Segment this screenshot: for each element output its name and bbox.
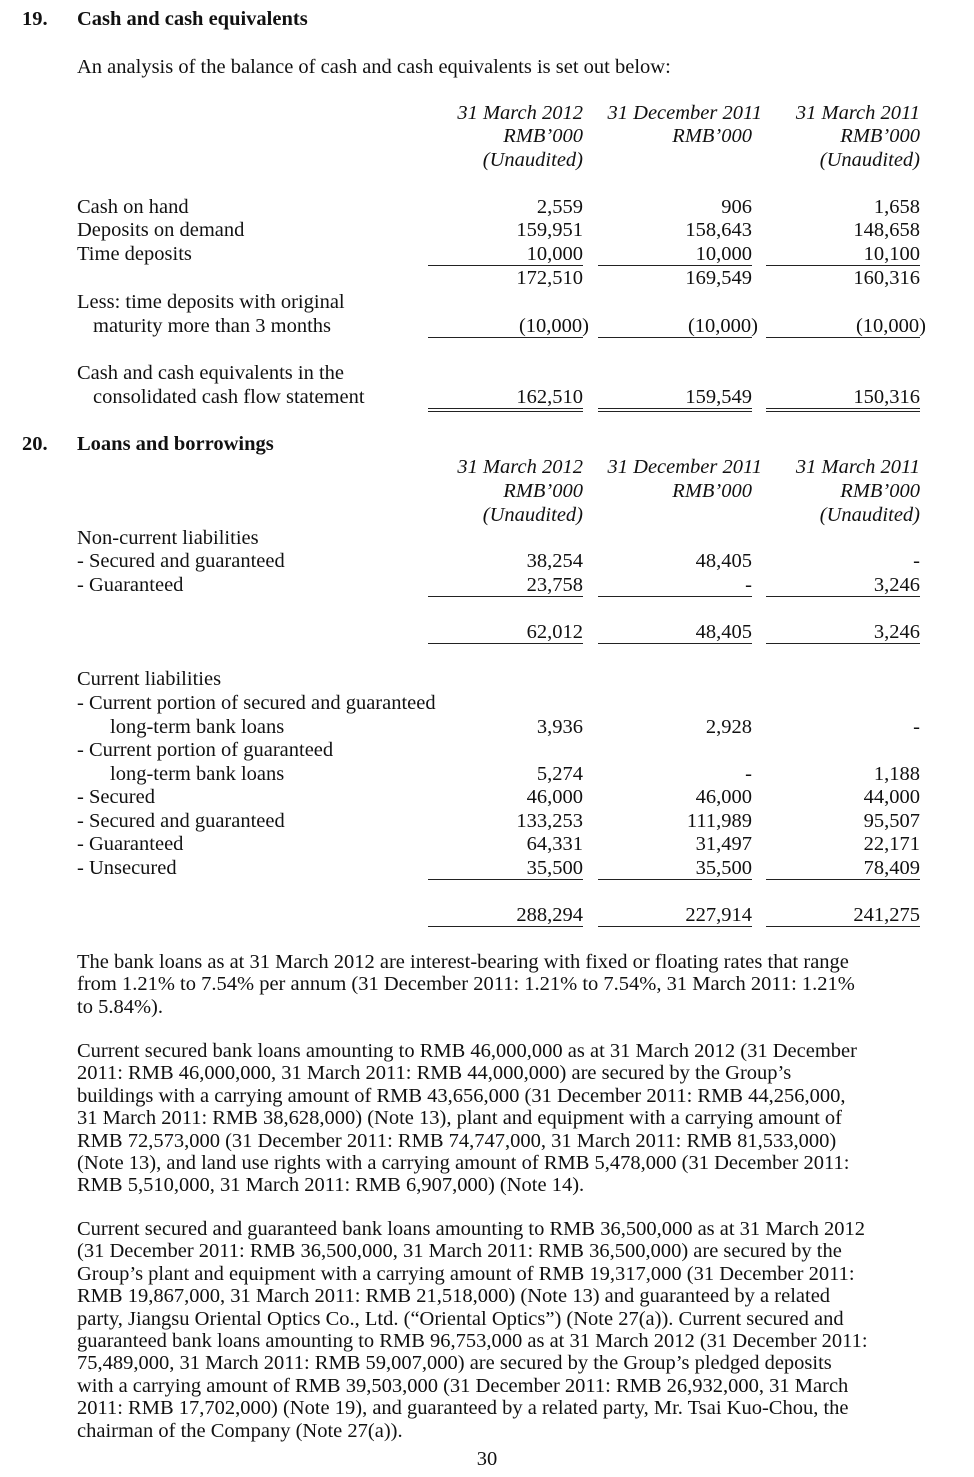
rule — [766, 337, 920, 338]
cell: 10,000 — [695, 243, 752, 265]
subtotal-cell: 172,510 — [516, 267, 583, 289]
cell: 3,246 — [873, 574, 920, 596]
cell: (10,000) — [518, 315, 589, 337]
cell: - — [745, 763, 752, 785]
rule — [598, 643, 752, 644]
cell: 5,274 — [536, 763, 583, 785]
col3-unit: RMB’000 — [840, 480, 920, 502]
total-cell: 62,012 — [526, 621, 583, 643]
col1-date: 31 March 2012 — [457, 456, 583, 478]
cell: 3,936 — [536, 716, 583, 738]
subtotal-cell: 169,549 — [685, 267, 752, 289]
row-label: - Secured and guaranteed — [77, 550, 285, 572]
row-label: - Guaranteed — [77, 574, 184, 596]
cell: 46,000 — [695, 786, 752, 808]
cell: 95,507 — [863, 810, 920, 832]
cell: 38,254 — [526, 550, 583, 572]
rule — [428, 643, 583, 644]
row-label: Less: time deposits with original — [77, 291, 345, 313]
section-19-number: 19. — [22, 8, 48, 30]
row-label: Deposits on demand — [77, 219, 245, 241]
row-label: Time deposits — [77, 243, 192, 265]
rule — [598, 337, 752, 338]
row-label: - Unsecured — [77, 857, 177, 879]
rule — [766, 643, 920, 644]
cell: (10,000) — [687, 315, 758, 337]
cell: 111,989 — [686, 810, 752, 832]
cell: 148,658 — [853, 219, 920, 241]
col2-unit: RMB’000 — [672, 125, 752, 147]
total-cell: 241,275 — [853, 904, 920, 926]
col3-date: 31 March 2011 — [795, 456, 920, 478]
col3-note: (Unaudited) — [819, 149, 920, 171]
col2-date: 31 December 2011 — [607, 102, 762, 124]
row-label: - Secured and guaranteed — [77, 810, 285, 832]
cell: 64,331 — [526, 833, 583, 855]
col1-unit: RMB’000 — [503, 480, 583, 502]
page-number: 30 — [476, 1448, 498, 1470]
cell: - — [913, 550, 920, 572]
total-cell: 227,914 — [685, 904, 752, 926]
cell: 1,188 — [873, 763, 920, 785]
cell: - — [913, 716, 920, 738]
col1-note: (Unaudited) — [482, 149, 583, 171]
section-19-title: Cash and cash equivalents — [77, 8, 308, 30]
col2-unit: RMB’000 — [672, 480, 752, 502]
row-label: - Current portion of secured and guaranteed — [77, 692, 436, 714]
rule — [598, 408, 752, 409]
rule — [598, 879, 752, 880]
rule — [428, 926, 583, 927]
rule — [598, 265, 752, 266]
section-20-title: Loans and borrowings — [77, 433, 274, 455]
rule — [428, 596, 583, 597]
rule — [428, 265, 583, 266]
total-cell: 288,294 — [516, 904, 583, 926]
col2-date: 31 December 2011 — [607, 456, 762, 478]
section-20-number: 20. — [22, 433, 48, 455]
row-label: - Secured — [77, 786, 155, 808]
subtotal-cell: 160,316 — [853, 267, 920, 289]
total-cell: 3,246 — [873, 621, 920, 643]
cell: 44,000 — [863, 786, 920, 808]
rule — [428, 408, 583, 409]
paragraph-secured-loans: Current secured bank loans amounting to RMB 46,000,000 as at 31 March 2012 (31 December 2011: RMB 46,000,000, 31 March 2011: RMB 44,000,000) are secured by the Group’s buildings with a carrying amount of RMB 43,656,000 (31 December 2011: RMB 44,256,000, 31 March 2011: RMB 38,628,000) (Note 13), plant and equipment with a carrying amount of RMB 72,573,000 (31 December 2011: RMB 74,747,000, 31 March 2011: RMB 81,533,000) (Note 13), and land use rights with a carrying amount of RMB 5,478,000 (31 December 2011: RMB 5,510,000, 31 March 2011: RMB 6,907,000) (Note 14). — [77, 1040, 857, 1197]
cell: 133,253 — [516, 810, 583, 832]
cell: 158,643 — [685, 219, 752, 241]
cell: 23,758 — [526, 574, 583, 596]
double-rule — [598, 411, 752, 412]
cell: 906 — [721, 196, 752, 218]
rule — [766, 596, 920, 597]
row-label-cont: long-term bank loans — [110, 763, 285, 785]
rule — [766, 879, 920, 880]
total-cell: 48,405 — [695, 621, 752, 643]
col1-note: (Unaudited) — [482, 504, 583, 526]
col3-note: (Unaudited) — [819, 504, 920, 526]
total-cell: 159,549 — [685, 386, 752, 408]
cell: 2,559 — [536, 196, 583, 218]
row-label-cont: long-term bank loans — [110, 716, 285, 738]
col1-unit: RMB’000 — [503, 125, 583, 147]
double-rule — [766, 411, 920, 412]
col3-unit: RMB’000 — [840, 125, 920, 147]
paragraph-guaranteed-loans: Current secured and guaranteed bank loans amounting to RMB 36,500,000 as at 31 March 2012 (31 December 2011: RMB 36,500,000, 31 March 2011: RMB 36,500,000) are secured by the Group’s plant and equipment with a carrying amount of RMB 19,317,000 (31 December 2011: RMB 19,867,000, 31 March 2011: RMB 21,518,000) (Note 13) and guaranteed by a related party, Jiangsu Oriental Optics Co., Ltd. (“Oriental Optics”) (Note 27(a)). Current secured and guaranteed bank loans amounting to RMB 96,753,000 as at 31 March 2012 (31 December 2011: 75,489,000, 31 March 2011: RMB 59,007,000) are secured by the Group’s pledged deposits with a carrying amount of RMB 39,503,000 (31 December 2011: RMB 26,932,000, 31 March 2011: RMB 17,702,000) (Note 19), and guaranteed by a related party, Mr. Tsai Kuo-Chou, the chairman of the Company (Note 27(a)). — [77, 1218, 868, 1442]
rule — [598, 596, 752, 597]
rule — [766, 926, 920, 927]
cell: 46,000 — [526, 786, 583, 808]
cell: - — [745, 574, 752, 596]
cell: 2,928 — [705, 716, 752, 738]
total-cell: 150,316 — [853, 386, 920, 408]
rule — [428, 879, 583, 880]
cell: 159,951 — [516, 219, 583, 241]
cell: 10,000 — [526, 243, 583, 265]
cell: 48,405 — [695, 550, 752, 572]
rule — [766, 408, 920, 409]
cell: (10,000) — [855, 315, 926, 337]
cell: 78,409 — [863, 857, 920, 879]
total-cell: 162,510 — [516, 386, 583, 408]
row-label: Cash on hand — [77, 196, 189, 218]
section-19-intro: An analysis of the balance of cash and cash equivalents is set out below: — [77, 56, 671, 78]
cell: 31,497 — [695, 833, 752, 855]
row-label-cont: consolidated cash flow statement — [93, 386, 365, 408]
cell: 35,500 — [526, 857, 583, 879]
rule — [428, 337, 583, 338]
paragraph-interest-rates: The bank loans as at 31 March 2012 are interest-bearing with fixed or floating rates that range from 1.21% to 7.54% per annum (31 December 2011: 1.21% to 7.54%, 31 March 2011: 1.21% to 5.84%). — [77, 951, 855, 1018]
row-label: Cash and cash equivalents in the — [77, 362, 345, 384]
cell: 22,171 — [863, 833, 920, 855]
row-label: - Current portion of guaranteed — [77, 739, 334, 761]
row-label: - Guaranteed — [77, 833, 184, 855]
rule — [598, 926, 752, 927]
noncurrent-heading: Non-current liabilities — [77, 527, 259, 549]
col3-date: 31 March 2011 — [795, 102, 920, 124]
cell: 10,100 — [863, 243, 920, 265]
col1-date: 31 March 2012 — [457, 102, 583, 124]
cell: 1,658 — [873, 196, 920, 218]
current-heading: Current liabilities — [77, 668, 222, 690]
rule — [766, 265, 920, 266]
cell: 35,500 — [695, 857, 752, 879]
double-rule — [428, 411, 583, 412]
row-label-cont: maturity more than 3 months — [93, 315, 331, 337]
